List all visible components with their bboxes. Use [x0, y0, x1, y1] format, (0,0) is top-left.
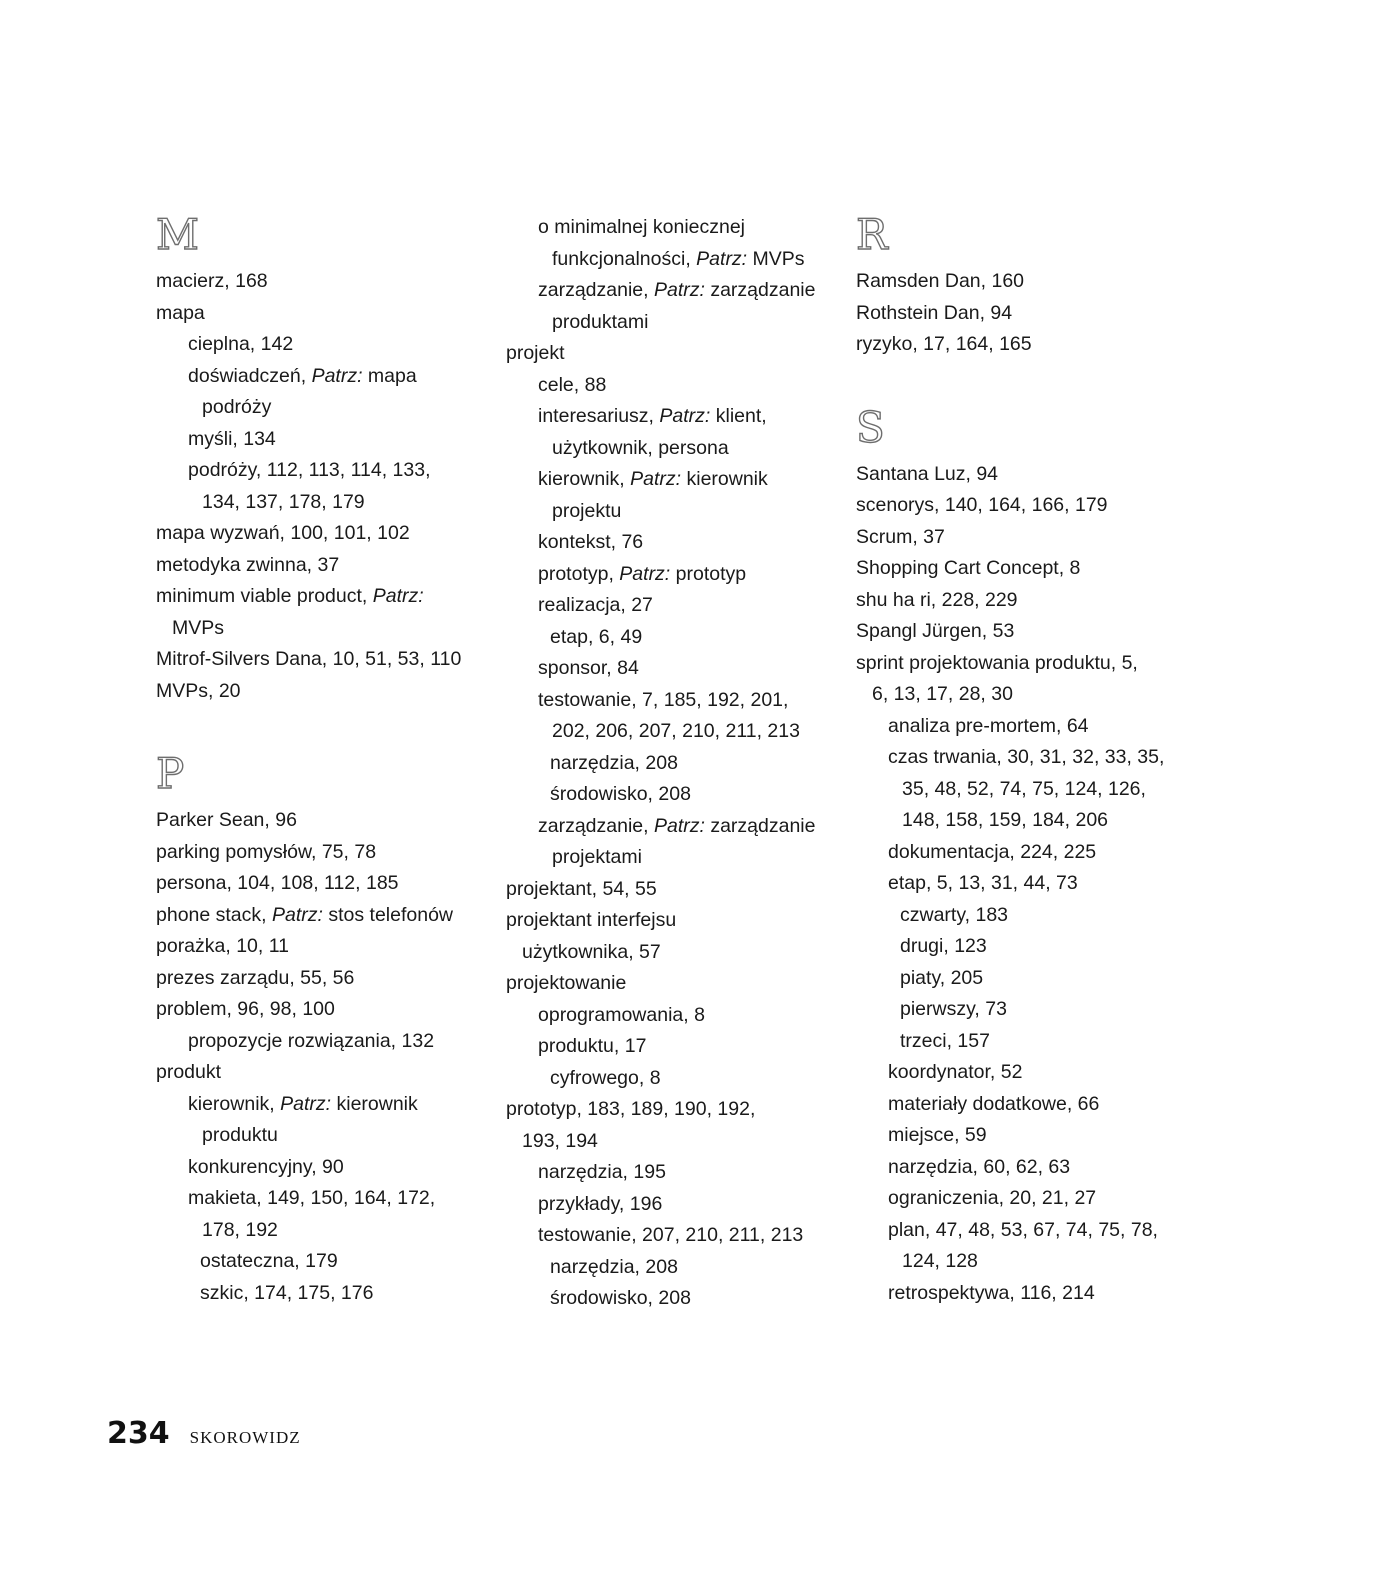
index-entry-text: porażka, 10, 11: [156, 935, 289, 957]
index-entry: [506, 811, 836, 843]
index-entry-text: piaty, 205: [900, 966, 984, 989]
index-entry-text: projektowanie: [506, 972, 627, 994]
see-reference-label: Patrz:: [653, 814, 705, 837]
index-entry-text: mapa: [156, 301, 205, 324]
index-entry: [856, 585, 1216, 617]
index-section-letter: M: [156, 210, 200, 259]
index-entry-text: funkcjonalności,: [552, 247, 697, 270]
index-entry-text: projektami: [552, 846, 642, 868]
running-title: SKOROWIDZ: [189, 1428, 301, 1447]
index-entry: [856, 1278, 1216, 1310]
index-entry-text: narzędzia, 195: [538, 1161, 666, 1183]
index-entry-text: cieplna, 142: [188, 333, 294, 355]
index-entry: [506, 622, 836, 654]
index-entry: [506, 307, 836, 339]
index-entry: [856, 648, 1216, 680]
index-entry: [506, 1063, 836, 1095]
index-section-letter: R: [856, 210, 888, 259]
index-entry: [856, 837, 1216, 869]
index-entry: [156, 613, 486, 645]
index-entry: [156, 963, 486, 995]
index-entry: [506, 433, 836, 465]
see-reference-label: Patrz:: [630, 468, 682, 490]
index-entry-text: produktami: [552, 310, 649, 333]
index-entry-text: problem, 96, 98, 100: [156, 998, 335, 1020]
index-entry: [156, 1026, 486, 1058]
index-entry-text: Rothstein Dan, 94: [856, 301, 1013, 324]
index-entry: [156, 266, 486, 298]
index-entry: [506, 401, 836, 433]
index-entry-text: przykłady, 196: [538, 1192, 663, 1215]
index-entry: [506, 527, 836, 559]
index-entry-text: MVPs, 20: [156, 679, 241, 702]
index-entry: [856, 1057, 1216, 1089]
index-entry-text: koordynator, 52: [888, 1061, 1023, 1083]
index-entry: [506, 1220, 836, 1252]
index-entry-text: metodyka zwinna, 37: [156, 553, 340, 576]
index-entry: [506, 496, 836, 528]
index-entry-text: prezes zarządu, 55, 56: [156, 966, 355, 989]
index-entry-text: czwarty, 183: [900, 903, 1009, 926]
index-entry: [856, 490, 1216, 522]
index-entry: [506, 212, 836, 244]
index-entry: [856, 1152, 1216, 1184]
index-entry: [856, 774, 1216, 806]
index-entry-text: klient,: [710, 405, 767, 427]
index-column-2: [506, 212, 836, 1315]
index-entry-text: projektant interfejsu: [506, 909, 677, 931]
index-entry-text: propozycje rozwiązania, 132: [188, 1029, 435, 1052]
index-entry-text: Parker Sean, 96: [156, 809, 297, 831]
index-entry: [156, 1278, 486, 1310]
index-entry: [856, 711, 1216, 743]
index-entry: [856, 1026, 1216, 1058]
index-entry-text: Santana Luz, 94: [856, 462, 999, 485]
index-entry: [156, 1089, 486, 1121]
index-entry: [506, 1157, 836, 1189]
index-entry: [856, 1246, 1216, 1278]
index-entry-text: ograniczenia, 20, 21, 27: [888, 1187, 1097, 1209]
index-entry-text: Shopping Cart Concept, 8: [856, 557, 1081, 579]
index-entry-text: MVPs: [172, 616, 225, 639]
index-entry-text: produktu: [202, 1124, 278, 1146]
index-entry: [506, 275, 836, 307]
index-entry-text: szkic, 174, 175, 176: [200, 1281, 374, 1304]
index-entry-text: prototyp,: [538, 562, 620, 585]
index-entry: [156, 455, 486, 487]
index-entry-text: stos telefonów: [322, 903, 454, 926]
index-entry-text: mapa wyzwań, 100, 101, 102: [156, 522, 410, 544]
index-entry: [156, 1152, 486, 1184]
see-reference-label: Patrz:: [659, 405, 711, 427]
index-entry-text: projekt: [506, 342, 565, 364]
index-entry: [506, 464, 836, 496]
index-entry: [506, 370, 836, 402]
index-column-1: [156, 212, 486, 1309]
index-entry-text: czas trwania, 30, 31, 32, 33, 35,: [888, 746, 1165, 768]
index-entry: [156, 644, 486, 676]
index-entry-text: scenorys, 140, 164, 166, 179: [856, 494, 1108, 516]
index-entry: [856, 266, 1216, 298]
index-entry: [156, 392, 486, 424]
index-entry-text: o minimalnej koniecznej: [538, 216, 746, 238]
index-entry-text: dokumentacja, 224, 225: [888, 840, 1097, 863]
index-entry: [506, 874, 836, 906]
index-entry-text: realizacja, 27: [538, 594, 653, 616]
index-entry: [856, 522, 1216, 554]
index-entry-text: ostateczna, 179: [200, 1250, 338, 1272]
index-entry: [156, 900, 486, 932]
index-entry-text: oprogramowania, 8: [538, 1003, 705, 1026]
index-entry: [506, 1094, 836, 1126]
index-entry: [856, 994, 1216, 1026]
index-entry: [856, 329, 1216, 361]
index-entry: [856, 1089, 1216, 1121]
index-entry: [156, 361, 486, 393]
index-entry-text: środowisko, 208: [550, 1287, 691, 1309]
index-entry: [506, 968, 836, 1000]
index-entry-text: zarządzanie: [704, 814, 816, 837]
index-entry-text: projektant, 54, 55: [506, 877, 657, 900]
index-entry: [856, 931, 1216, 963]
index-entry-text: narzędzia, 60, 62, 63: [888, 1155, 1071, 1178]
index-entry-text: Mitrof-Silvers Dana, 10, 51, 53, 110: [156, 648, 462, 670]
index-entry-text: sponsor, 84: [538, 657, 639, 679]
index-entry-text: sprint projektowania produktu, 5,: [856, 651, 1138, 674]
index-entry-text: analiza pre-mortem, 64: [888, 714, 1089, 737]
index-entry: [506, 937, 836, 969]
index-entry-text: zarządzanie: [704, 279, 816, 301]
index-entry-text: podróży: [202, 396, 272, 418]
index-entry-text: zarządzanie,: [538, 814, 654, 837]
index-entry: [506, 1283, 836, 1315]
index-entry-text: pierwszy, 73: [900, 998, 1007, 1020]
index-entry-text: użytkownika, 57: [522, 940, 661, 963]
index-entry-text: shu ha ri, 228, 229: [856, 588, 1018, 611]
index-entry: [156, 518, 486, 550]
index-entry: [856, 459, 1216, 491]
index-section-letter: S: [856, 402, 885, 452]
index-entry-text: Ramsden Dan, 160: [856, 270, 1025, 292]
index-entry: [856, 298, 1216, 330]
index-entry: [856, 1183, 1216, 1215]
index-entry-text: persona, 104, 108, 112, 185: [156, 872, 399, 894]
index-entry: [506, 1126, 836, 1158]
index-entry: [506, 338, 836, 370]
page-number: 234: [107, 1416, 170, 1451]
index-entry: [506, 1000, 836, 1032]
index-entry-text: podróży, 112, 113, 114, 133,: [188, 459, 431, 481]
index-entry-text: 202, 206, 207, 210, 211, 213: [552, 720, 800, 742]
index-entry-text: myśli, 134: [188, 427, 276, 450]
index-entry-text: 6, 13, 17, 28, 30: [872, 683, 1013, 705]
index-entry-text: etap, 6, 49: [550, 625, 643, 648]
index-entry: [506, 905, 836, 937]
index-entry-text: 35, 48, 52, 74, 75, 124, 126,: [902, 777, 1146, 800]
index-entry: [156, 1057, 486, 1089]
index-entry: [156, 837, 486, 869]
index-entry: [156, 298, 486, 330]
index-entry-text: cele, 88: [538, 373, 607, 396]
index-entry: [156, 931, 486, 963]
index-entry: [156, 1120, 486, 1152]
index-entry-text: plan, 47, 48, 53, 67, 74, 75, 78,: [888, 1218, 1158, 1241]
index-entry: [506, 1031, 836, 1063]
index-entry-text: MVPs: [747, 247, 805, 270]
index-entry-text: miejsce, 59: [888, 1124, 987, 1146]
index-entry: [156, 581, 486, 613]
index-entry-text: 148, 158, 159, 184, 206: [902, 809, 1109, 831]
index-entry-text: ryzyko, 17, 164, 165: [856, 333, 1032, 355]
index-entry-text: mapa: [362, 364, 417, 387]
index-entry: [856, 868, 1216, 900]
index-entry-text: produkt: [156, 1061, 222, 1083]
see-reference-label: Patrz:: [619, 562, 671, 585]
index-entry-text: phone stack,: [156, 903, 272, 926]
index-entry: [856, 900, 1216, 932]
index-entry-text: kontekst, 76: [538, 531, 644, 553]
index-entry: [156, 487, 486, 519]
index-entry-text: produktu, 17: [538, 1035, 647, 1057]
index-entry-text: użytkownik, persona: [552, 436, 729, 459]
index-entry-text: etap, 5, 13, 31, 44, 73: [888, 872, 1078, 894]
index-entry: [506, 590, 836, 622]
index-entry: [856, 1215, 1216, 1247]
index-entry-text: makieta, 149, 150, 164, 172,: [188, 1187, 436, 1209]
index-entry: [506, 1189, 836, 1221]
see-reference-label: Patrz:: [653, 279, 705, 301]
index-entry-text: prototyp: [670, 562, 747, 585]
index-entry-text: projektu: [552, 499, 622, 522]
index-entry: [856, 742, 1216, 774]
index-entry-text: 124, 128: [902, 1250, 978, 1272]
index-section-letter: P: [156, 749, 185, 798]
index-entry-text: środowisko, 208: [550, 783, 691, 805]
index-entry: [156, 550, 486, 582]
index-entry: [506, 653, 836, 685]
index-entry-text: Scrum, 37: [856, 525, 945, 548]
index-entry-text: prototyp, 183, 189, 190, 192,: [506, 1098, 756, 1120]
see-reference-label: Patrz:: [280, 1092, 332, 1115]
index-entry: [156, 868, 486, 900]
index-entry-text: kierownik: [331, 1092, 418, 1115]
index-entry-text: drugi, 123: [900, 935, 987, 957]
index-entry-text: 178, 192: [202, 1218, 278, 1241]
index-entry-text: 193, 194: [522, 1129, 598, 1152]
index-entry-text: trzeci, 157: [900, 1029, 990, 1052]
index-entry-text: kierownik,: [188, 1092, 281, 1115]
index-column-3: [856, 212, 1216, 1309]
index-entry: [856, 679, 1216, 711]
index-entry: [856, 963, 1216, 995]
index-entry-text: cyfrowego, 8: [550, 1066, 661, 1089]
see-reference-label: Patrz:: [372, 585, 424, 607]
index-entry: [856, 1120, 1216, 1152]
index-entry: [156, 1246, 486, 1278]
index-entry: [156, 1183, 486, 1215]
index-entry: [506, 716, 836, 748]
see-reference-label: Patrz:: [696, 247, 748, 270]
index-entry: [856, 616, 1216, 648]
index-entry: [506, 779, 836, 811]
index-entry-text: narzędzia, 208: [550, 751, 678, 774]
page-footer: [107, 1416, 301, 1451]
index-entry-text: parking pomysłów, 75, 78: [156, 840, 377, 863]
index-entry-text: retrospektywa, 116, 214: [888, 1281, 1095, 1304]
index-entry: [506, 244, 836, 276]
index-entry-text: zarządzanie,: [538, 279, 654, 301]
index-entry-text: macierz, 168: [156, 270, 268, 292]
index-entry: [506, 685, 836, 717]
index-entry: [506, 559, 836, 591]
see-reference-label: Patrz:: [272, 903, 323, 926]
index-entry-text: testowanie, 207, 210, 211, 213: [538, 1224, 804, 1246]
index-entry: [156, 329, 486, 361]
index-entry: [506, 842, 836, 874]
index-entry-text: 134, 137, 178, 179: [202, 490, 365, 513]
index-entry: [156, 805, 486, 837]
index-entry-text: materiały dodatkowe, 66: [888, 1092, 1100, 1115]
index-entry: [856, 805, 1216, 837]
index-entry-text: minimum viable product,: [156, 585, 373, 607]
index-entry-text: kierownik: [681, 468, 768, 490]
index-entry: [156, 424, 486, 456]
index-entry-text: konkurencyjny, 90: [188, 1155, 344, 1178]
index-entry: [856, 553, 1216, 585]
index-entry-text: narzędzia, 208: [550, 1255, 678, 1278]
index-entry: [156, 1215, 486, 1247]
index-entry-text: doświadczeń,: [188, 364, 312, 387]
index-entry-text: testowanie, 7, 185, 192, 201,: [538, 688, 789, 711]
index-entry-text: Spangl Jürgen, 53: [856, 620, 1015, 642]
index-entry: [156, 994, 486, 1026]
index-entry: [156, 676, 486, 708]
index-entry: [506, 1252, 836, 1284]
index-entry-text: kierownik,: [538, 468, 631, 490]
index-entry-text: interesariusz,: [538, 405, 660, 427]
see-reference-label: Patrz:: [311, 364, 363, 387]
index-entry: [506, 748, 836, 780]
